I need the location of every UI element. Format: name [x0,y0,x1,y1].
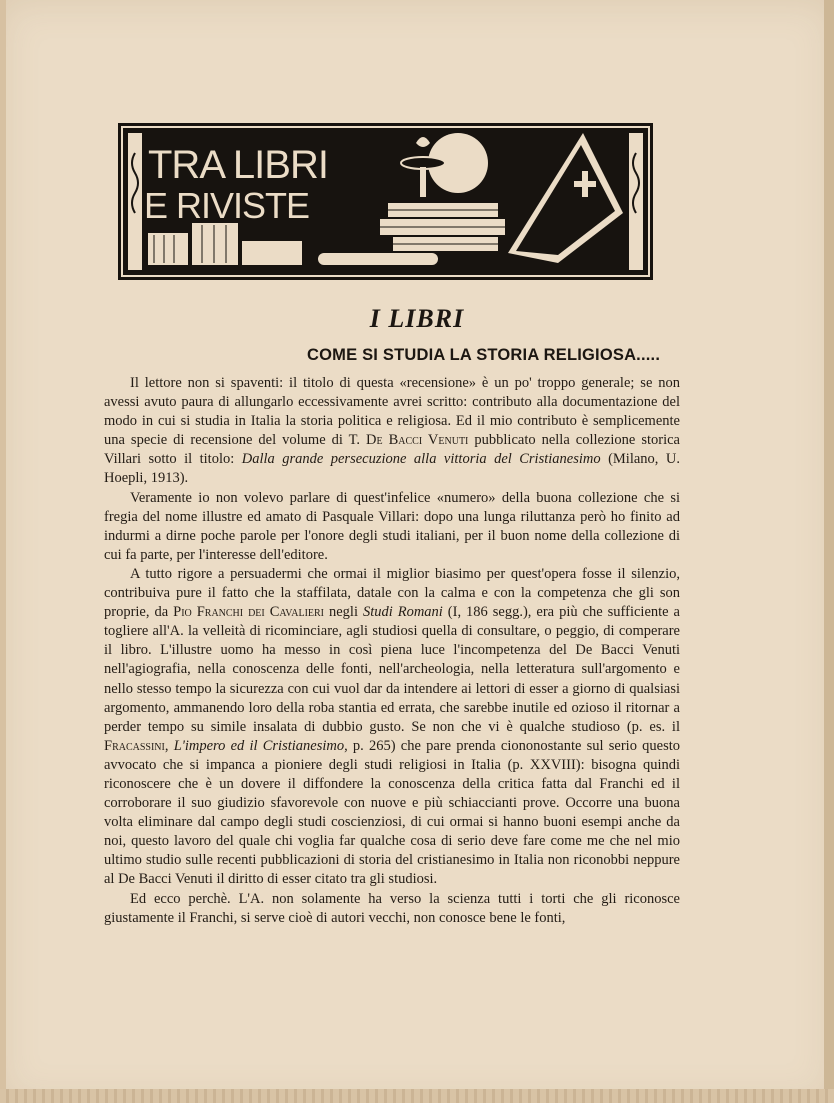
journal-title: Studi Romani [362,604,443,621]
article-body [104,374,680,928]
section-title: I LIBRI [369,304,465,333]
author-name: Fracassini [104,737,165,754]
paragraph-3: A tutto rigore a persuadermi che ormai il miglior biasimo per quest'opera fosse il silenzio, contribuiva pure il fatto che la staffilata, datale con la calma e con la competenza che gli son proprie, da Pio Franchi dei Cavalieri negli Studi Romani (I, 186 segg.), era più che sufficiente a togliere all'A. la velleità di ricominciare, agli studiosi quella di consultare, o peggio, di comperare il libro. L'illustre uomo ha messo in così piena luce l'incompetenza del De Bacci Venuti nell'agiografia, nella conoscenza delle fonti, nell'archeologia, nella letteratura sull'argomento e nello stesso tempo la sicurezza con cui vuol dar da intendere ai lettori di esser a giorno di qualsiasi argomento, ammanendo loro della roba stantia ed errata, che sarebbe inutile ed ozioso il ritornar a perder tempo su simile insalata di dubbio gusto. Se non che vi è qualche studioso (p. es. il Fracassini, L'impero ed il Cristianesimo, p. 265) che pare prenda ciononostante sul serio questo avvocato che si impanca a pioniere degli studi religiosi in Italia (p. XXVIII): bisogna quindi riconoscere che è un dovere il diffondere la conoscenza della critica fatta dal Franchi ed il corroborare il suo giudizio sfavorevole con nuove e più schiaccianti prove. Occorre una buona volta eliminare dal campo degli studi coscienziosi, di cui ormai si hanno buoni esempi anche da noi, questo lavoro del quale chi voglia far qualche cosa di serio deve fare come me che nel mio ultimo studio sulle recenti pubblicazioni di storia del cristianesimo in Italia non riconobbi neppure al De Bacci Venuti il diritto di esser citato tra gli studiosi. [104,565,680,888]
book-title: L'impero ed il Cristianesimo [173,737,345,754]
page-left-edge [0,0,6,1103]
author-name: De Bacci Venuti [366,432,469,449]
article-title: COME SI STUDIA LA STORIA RELIGIOSA..... [307,346,661,364]
page-right-edge [824,0,834,1103]
paragraph-4: Ed ecco perchè. L'A. non solamente ha verso la scienza tutti i torti che gli riconosce giustamente il Franchi, si serve cioè di autori vecchi, non conosce bene le fonti, [104,890,680,926]
paragraph-2: Veramente io non volevo parlare di quest'infelice «numero» della buona collezione che si fregia del nome illustre ed amato di Pasquale Villari: dopo una lunga riluttanza però ho finito ad indurmi a dirne poche parole per l'onore degli studi italiani, per il buon nome della collezione di cui fa parte, per l'interesse dell'editore. [104,489,680,563]
banner-illustration [118,123,653,280]
book-title: Dalla grande persecuzione alla vittoria del Cristianesimo [241,451,601,468]
page-bottom-edge [0,1089,834,1103]
paragraph-1: Il lettore non si spaventi: il titolo di questa «recensione» è un po' troppo generale; se non avessi avuto paura di allungarlo eccessivamente avrei scritto: contributo alla documentazione del modo in cui si studia in Italia la storia politica e religiosa. Ed il mio contributo è semplicemente una specie di recensione del volume di T. De Bacci Venuti pubblicato nella collezione storica Villari sotto il titolo: Dalla grande persecuzione alla vittoria del Cristianesimo (Milano, U. Hoepli, 1913). [104,375,680,487]
banner-title-line1: TRA LIBRI [148,143,328,187]
banner-title-line2: E RIVISTE [144,185,310,226]
banner-woodcut [118,123,653,280]
author-name: Pio Franchi dei Cavalieri [173,604,325,621]
